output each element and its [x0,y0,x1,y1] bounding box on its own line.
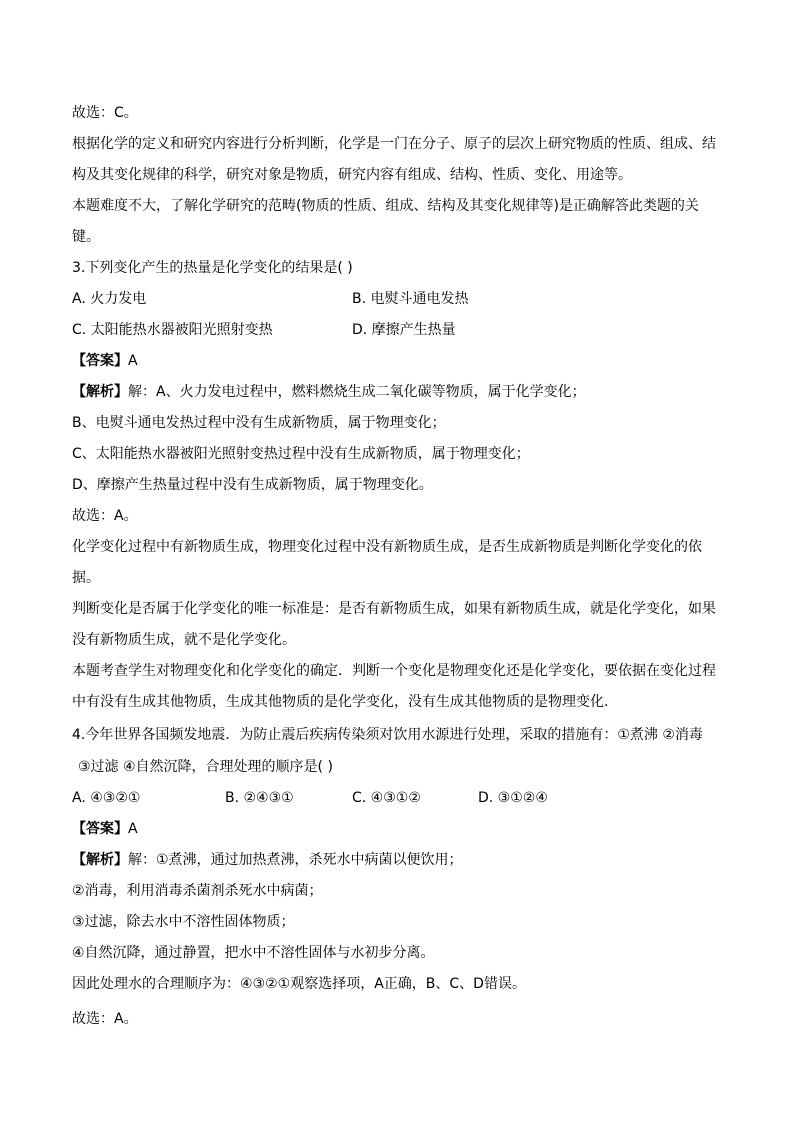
text-line: 判断变化是否属于化学变化的唯一标准是：是否有新物质生成，如果有新物质生成，就是化学变化，如果 [72,601,716,617]
question-4: 4.今年世界各国频发地震．为防止震后疾病传染须对饮用水源进行处理，采取的措施有：①煮沸 ②消毒 [72,727,703,743]
answer-value: A [128,821,138,837]
analysis-label: 【解析】 [72,852,128,868]
analysis-text: 解：A、火力发电过程中，燃料燃烧生成二氧化碳等物质，属于化学变化； [128,384,586,400]
analysis-label: 【解析】 [72,384,128,400]
q4-analysis [72,850,463,870]
q4-option-b: B. ②④③① [225,790,294,806]
text-line: 中有没有生成其他物质，生成其他物质的是化学变化，没有生成其他物质的是物理变化． [72,694,618,710]
q3-option-c: C. 太阳能热水器被阳光照射变热 [72,322,273,338]
answer-value: A [128,353,138,369]
q4-option-d: D. ③①②④ [478,790,548,806]
text-line: 键。 [72,229,100,245]
q4-answer [72,819,138,839]
text-line: 化学变化过程中有新物质生成，物理变化过程中没有新物质生成，是否生成新物质是判断化学变化的依 [72,539,702,555]
text-line: ③过滤，除去水中不溶性固体物质； [72,914,295,930]
question-3: 3.下列变化产生的热量是化学变化的结果是( ) [72,260,353,276]
text-line: 故选：C。 [72,105,138,121]
text-line: B、电熨斗通电发热过程中没有生成新物质，属于物理变化； [72,415,446,431]
text-line: 因此处理水的合理顺序为：④③②①观察选择项，A正确，B、C、D错误。 [72,976,526,992]
answer-label: 【答案】 [72,353,128,369]
text-line: ④自然沉降，通过静置，把水中不溶性固体与水初步分离。 [72,945,435,961]
text-line: C、太阳能热水器被阳光照射变热过程中没有生成新物质，属于物理变化； [72,446,530,462]
q4-option-c: C. ④③①② [352,790,421,806]
text-line: D、摩擦产生热量过程中没有生成新物质，属于物理变化。 [72,477,433,493]
text-line: 本题难度不大，了解化学研究的范畴(物质的性质、组成、结构及其变化规律等)是正确解答此类题的关 [72,198,699,214]
text-line: 故选：A。 [72,508,138,524]
q3-answer [72,351,138,371]
q3-option-d: D. 摩擦产生热量 [352,322,456,338]
text-line: 据。 [72,570,100,586]
question-4-cont: ③过滤 ④自然沉降，合理处理的顺序是( ) [78,759,333,775]
text-line: 构及其变化规律的科学，研究对象是物质，研究内容有组成、结构、性质、变化、用途等。 [72,167,632,183]
q4-option-a: A. ④③②① [72,790,141,806]
text-line: 故选：A。 [72,1011,138,1027]
text-line: 根据化学的定义和研究内容进行分析判断，化学是一门在分子、原子的层次上研究物质的性质、组成、结 [72,136,716,152]
q3-option-b: B. 电熨斗通电发热 [352,291,469,307]
text-line: ②消毒，利用消毒杀菌剂杀死水中病菌； [72,883,323,899]
q3-option-a: A. 火力发电 [72,291,147,307]
analysis-text: 解：①煮沸，通过加热煮沸，杀死水中病菌以便饮用； [128,852,463,868]
text-line: 没有新物质生成，就不是化学变化。 [72,632,296,648]
text-line: 本题考查学生对物理变化和化学变化的确定．判断一个变化是物理变化还是化学变化，要依据在变化过程 [72,663,716,679]
q3-analysis [72,382,586,402]
answer-label: 【答案】 [72,821,128,837]
